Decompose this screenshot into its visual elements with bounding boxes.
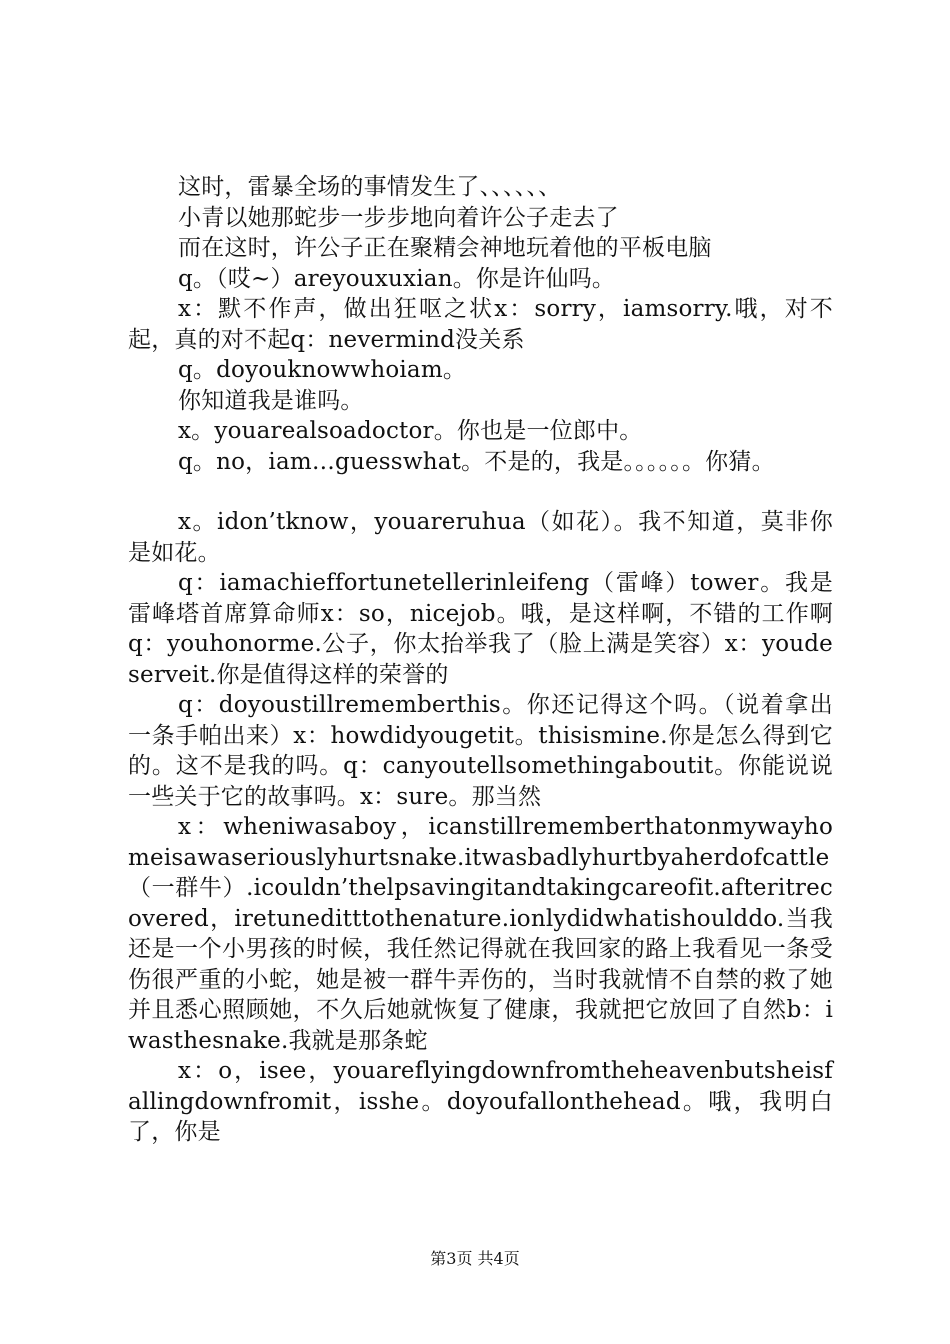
paragraph-1: 这时，雷暴全场的事情发生了、、、、、、 xyxy=(178,174,562,200)
paragraph-6: q。doyouknowwhoiam。 xyxy=(178,357,467,383)
paragraph-10: x。idon’tknow，youareruhua（如花）。我不知道，莫非你是如花。 xyxy=(128,509,833,566)
paragraph-3: 而在这时，许公子正在聚精会神地玩着他的平板电脑 xyxy=(178,235,712,261)
paragraph-9: q。no，iam…guesswhat。不是的，我是。。。。。。你猜。 xyxy=(178,448,775,475)
paragraph-5: x：默不作声，做出狂呕之状x：sorry，iamsorry.哦，对不起，真的对不起q：nevermind没关系 xyxy=(128,296,833,353)
paragraph-2: 小青以她那蛇步一步步地向着许公子走去了 xyxy=(178,204,619,231)
paragraph-13: x：wheniwasaboy，icanstillrememberthatonmywayhomeisawaseriouslyhurtsnake.itwasbadlyhurtbyaherdofcattle（一群牛）.icouldn’thelpsavingitandtakingcareofit.afteritrecovered，iretuneditttothenature.ionlydidwhatishoulddo.当我还是一个小男孩的时候，我任然记得就在我回家的路上我看见一条受伤很严重的小蛇，她是被一群牛弄伤的，当时我就情不自禁的救了她并且悉心照顾她，不久后她就恢复了健康，我就把它放回了自然b：iwasthesnake.我就是那条蛇 xyxy=(128,814,833,1054)
paragraph-14: x：o，isee，youareflyingdownfromtheheavenbutsheisfallingdownfromit，isshe。doyoufallonthehead。哦，我明白了，你是 xyxy=(128,1058,833,1145)
document-body xyxy=(128,172,833,1148)
paragraph-12: q：doyoustillrememberthis。你还记得这个吗。（说着拿出一条手帕出来）x：howdidyougetit。thisismine.你是怎么得到它的。这不是我的吗。q：canyoutellsomethingaboutit。你能说说一些关于它的故事吗。x：sure。那当然 xyxy=(128,692,833,810)
paragraph-11: q：iamachieffortunetellerinleifeng（雷峰）tower。我是雷峰塔首席算命师x：so，nicejob。哦，是这样啊，不错的工作啊q：youhonorme.公子，你太抬举我了（脸上满是笑容）x：youdeserveit.你是值得这样的荣誉的 xyxy=(128,570,833,688)
paragraph-8: x。youarealsoadoctor。你也是一位郎中。 xyxy=(178,418,643,444)
page-footer: 第3页 共4页 xyxy=(430,1249,520,1268)
paragraph-7: 你知道我是谁吗。 xyxy=(178,387,364,414)
paragraph-4: q。（哎~）areyouxuxian。你是许仙吗。 xyxy=(178,265,616,292)
